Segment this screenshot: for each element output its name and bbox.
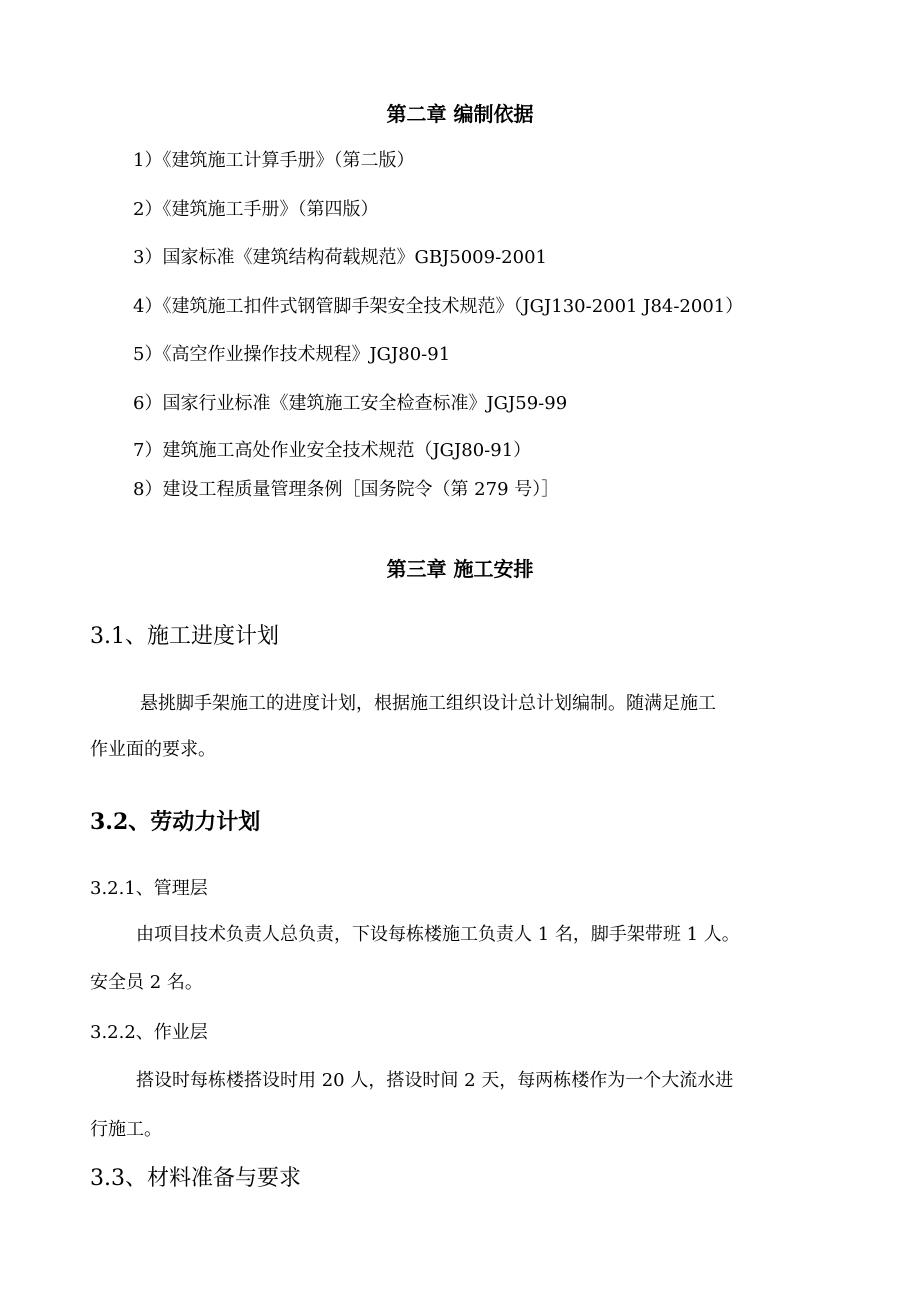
reference-item-1: 1）《建筑施工计算手册》（第二版） <box>133 150 415 171</box>
reference-item-8: 8）建设工程质量管理条例［国务院令（第 279 号）］ <box>133 479 560 500</box>
reference-item-5: 5）《高空作业操作技术规程》JGJ80-91 <box>133 344 451 365</box>
reference-item-7: 7）建筑施工高处作业安全技术规范（JGJ80-91） <box>133 440 532 461</box>
section-3-2-2-body-line-2: 行施工。 <box>90 1119 162 1140</box>
section-3-2-1-body-line-1: 由项目技术负责人总负责，下设每栋楼施工负责人 1 名，脚手架带班 1 人。 <box>136 924 740 945</box>
section-3-2-1-body-line-2: 安全员 2 名。 <box>90 972 203 993</box>
section-3-1-body-line-2: 作业面的要求。 <box>90 739 216 760</box>
section-3-2-heading: 3.2、劳动力计划 <box>90 809 261 835</box>
chapter-2-title: 第二章 编制依据 <box>386 102 534 126</box>
section-3-1-body-line-1: 悬挑脚手架施工的进度计划，根据施工组织设计总计划编制。随满足施工 <box>140 693 716 714</box>
reference-item-3: 3）国家标准《建筑结构荷载规范》GBJ5009-2001 <box>133 247 547 268</box>
section-3-2-2-body-line-1: 搭设时每栋楼搭设时用 20 人，搭设时间 2 天，每两栋楼作为一个大流水进 <box>136 1070 734 1091</box>
reference-item-2: 2）《建筑施工手册》（第四版） <box>133 199 379 220</box>
chapter-3-title: 第三章 施工安排 <box>386 557 534 581</box>
reference-item-4: 4）《建筑施工扣件式钢管脚手架安全技术规范》（JGJ130-2001 J84-2001） <box>133 296 744 317</box>
reference-item-6: 6）国家行业标准《建筑施工安全检查标准》JGJ59-99 <box>133 393 568 414</box>
section-3-2-2-heading: 3.2.2、作业层 <box>90 1022 208 1043</box>
section-3-2-1-heading: 3.2.1、管理层 <box>90 878 208 899</box>
section-3-3-heading: 3.3、材料准备与要求 <box>90 1166 301 1191</box>
section-3-1-heading: 3.1、施工进度计划 <box>90 624 279 649</box>
